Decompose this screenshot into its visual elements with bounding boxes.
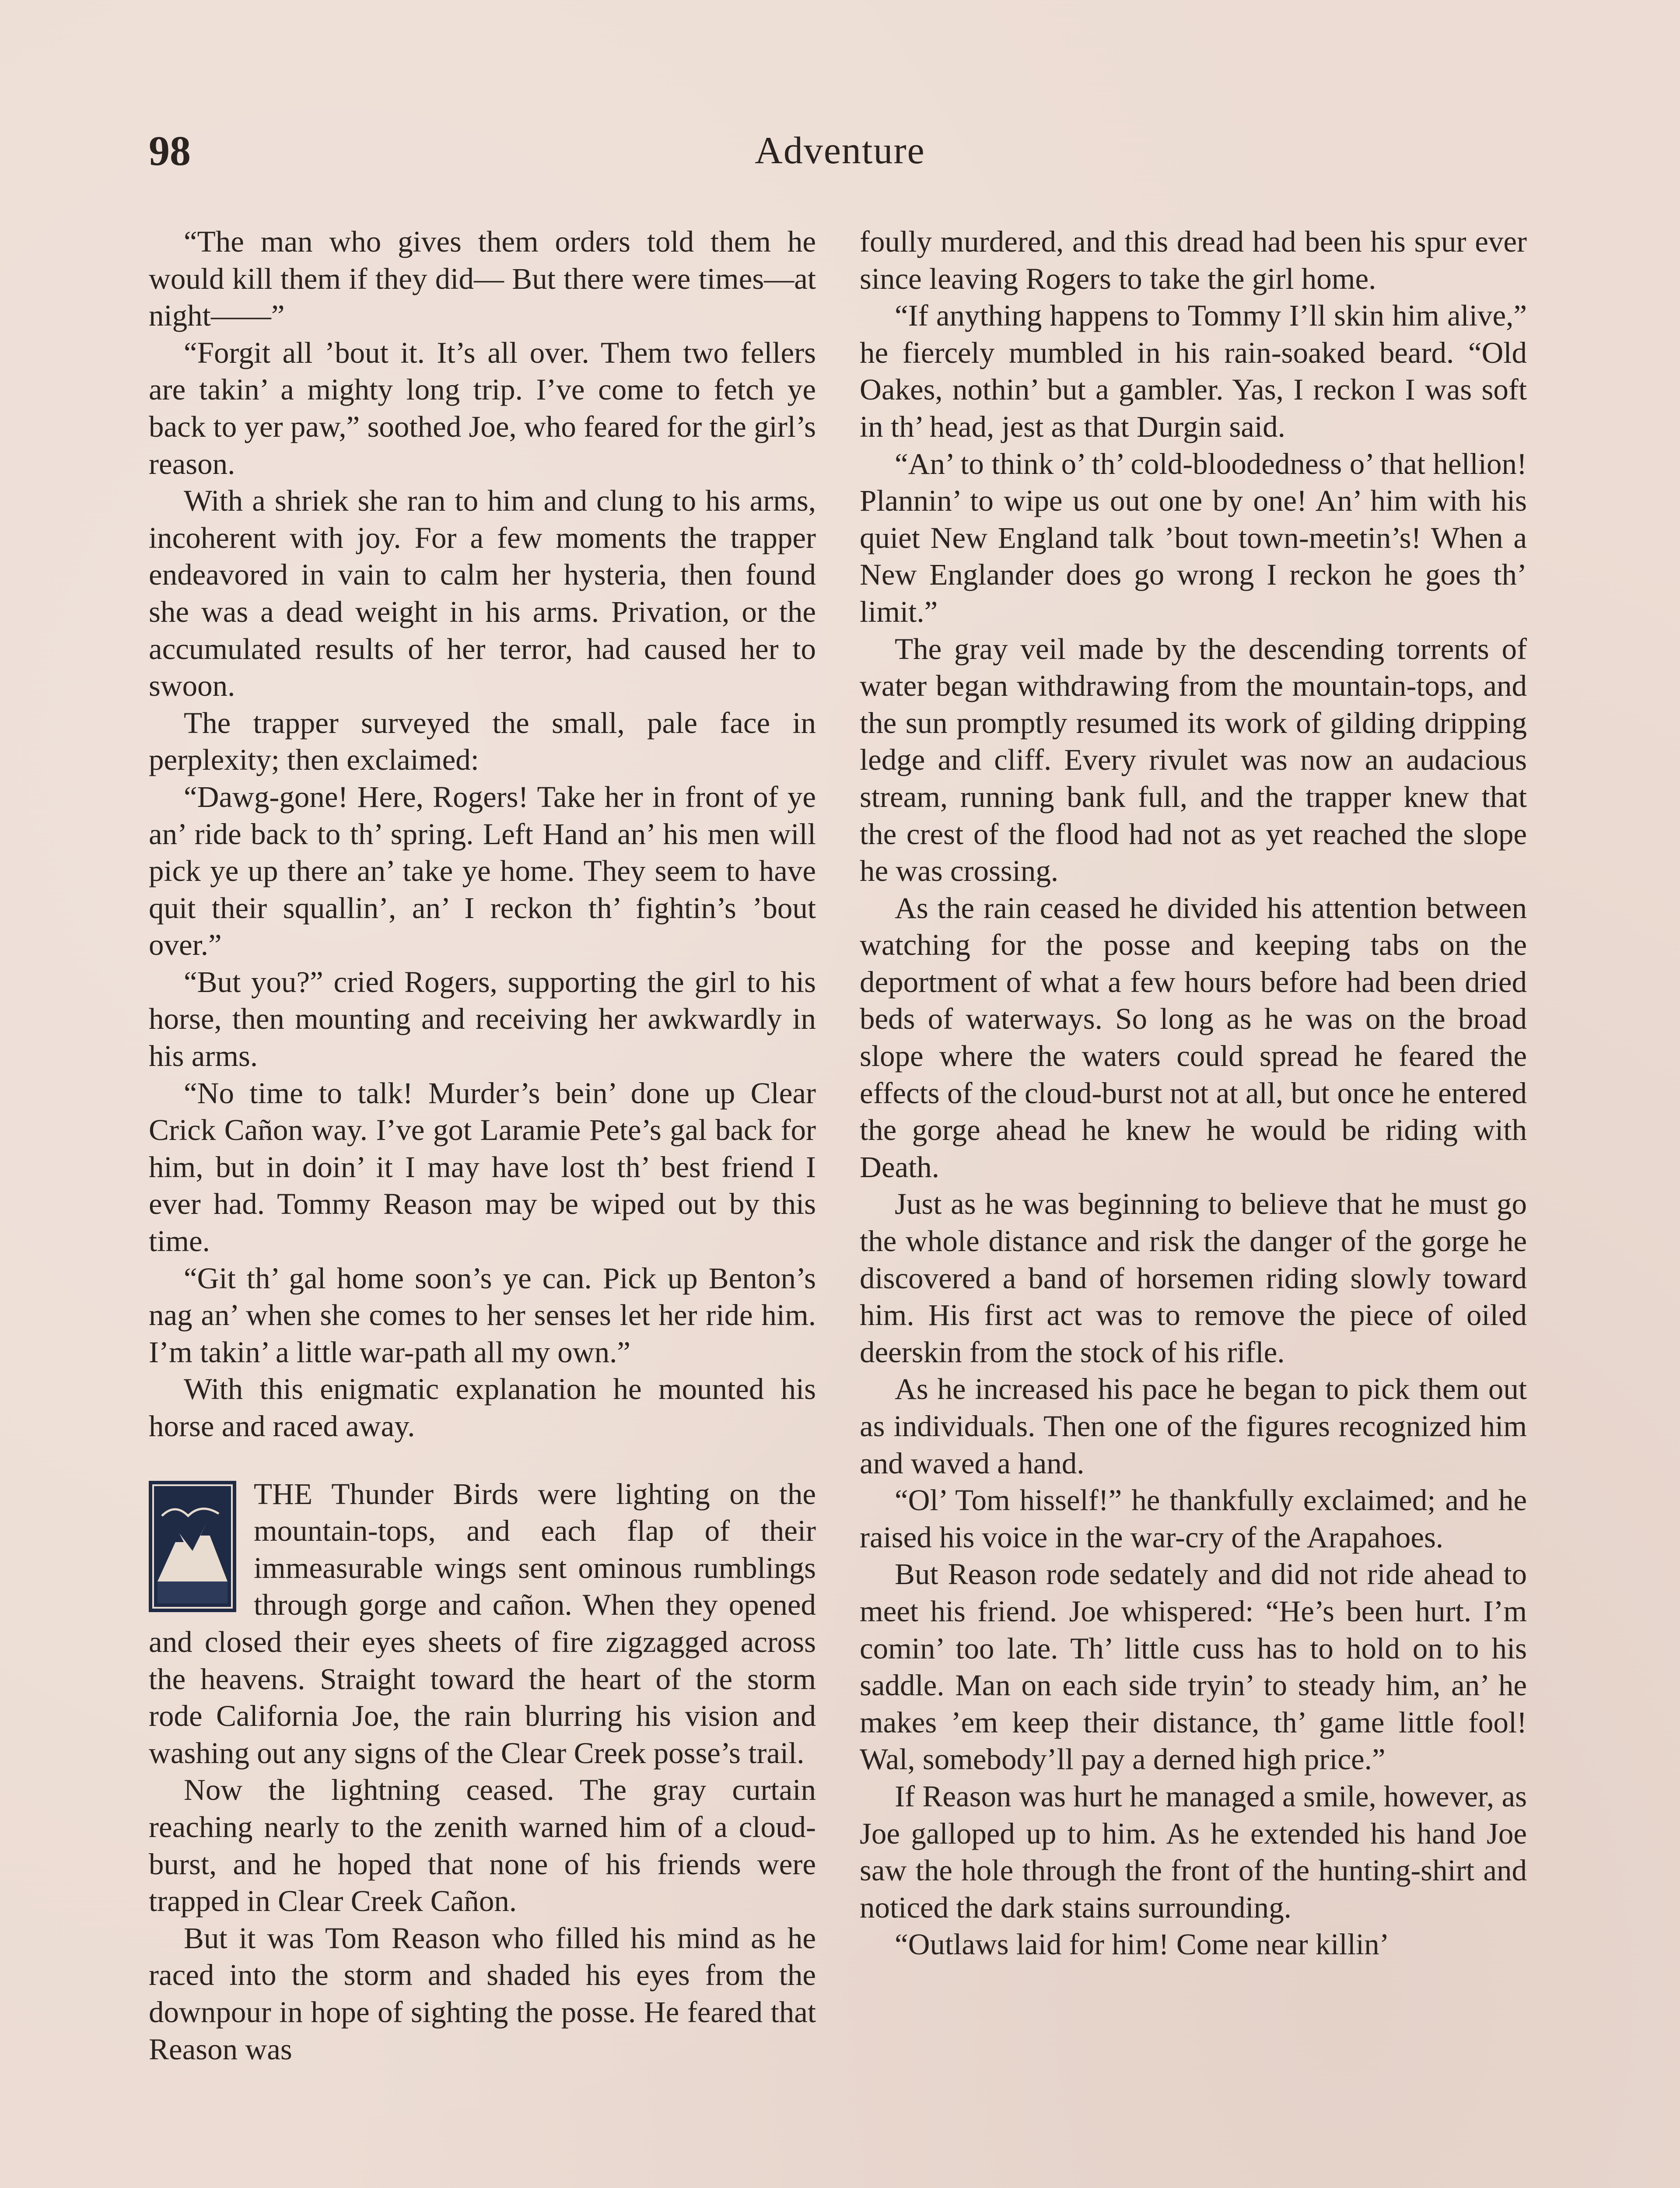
paragraph: “Outlaws laid for him! Come near killin’ <box>895 1928 1390 1961</box>
paragraph: Just as he was beginning to believe that he must go the whole distance and risk the danger of the gorge he discovered a band of horsemen riding slowly toward him. His first act was to remove the piece of oiled deerskin from the stock of his rifle. <box>860 1187 1527 1369</box>
paragraph: As he increased his pace he began to pick them out as individuals. Then one of the figures recognized him and waved a hand. <box>860 1372 1527 1480</box>
section-opening-text: THE Thunder Birds were lighting on the mountain-tops, and each flap of their immeasurable wings sent ominous rumblings through gorge and cañon. When they opened and closed their eyes sheets of fire zigzagged across the heavens. Straight toward the heart of the storm rode California Joe, the rain blurring his vision and washing out any signs of the Clear Creek posse’s trail. <box>149 1477 816 1770</box>
mountain-vignette-icon <box>149 1481 236 1612</box>
paragraph: “No time to talk! Murder’s bein’ done up Clear Crick Cañon way. I’ve got Laramie Pete’s gal back for him, but in doin’ it I may have lost th’ best friend I ever had. Tommy Reason may be wiped out by this time. <box>149 1076 816 1258</box>
paragraph: The trapper surveyed the small, pale face in perplexity; then exclaimed: <box>149 706 816 777</box>
paragraph: “But you?” cried Rogers, supporting the girl to his horse, then mounting and receiving her awkwardly in his arms. <box>149 965 816 1073</box>
paragraph-continuation: foully murdered, and this dread had been his spur ever since leaving Rogers to take the girl home. <box>860 225 1527 295</box>
section-opening <box>149 1476 816 1772</box>
paragraph: “Forgit all ’bout it. It’s all over. Them two fellers are takin’ a mighty long trip. I’ve come to fetch ye back to yer paw,” soothed Joe, who feared for the girl’s reason. <box>149 336 816 480</box>
paragraph: “Ol’ Tom hisself!” he thankfully exclaimed; and he raised his voice in the war-cry of the Arapahoes. <box>860 1483 1527 1554</box>
paragraph: If Reason was hurt he managed a smile, however, as Joe galloped up to him. As he extended his hand Joe saw the hole through the front of the hunting-shirt and noticed the dark stains surrounding. <box>860 1779 1527 1924</box>
paragraph: “An’ to think o’ th’ cold-bloodedness o’ that hellion! Plannin’ to wipe us out one by one! An’ him with his quiet New England talk ’bout town-meetin’s! When a New Englander does go wrong I reckon he goes th’ limit.” <box>860 447 1527 628</box>
paragraph: “If anything happens to Tommy I’ll skin him alive,” he fiercely mumbled in his rain-soaked beard. “Old Oakes, nothin’ but a gambler. Yas, I reckon I was soft in th’ head, jest as that Durgin said. <box>860 299 1527 443</box>
paragraph: “Dawg-gone! Here, Rogers! Take her in front of ye an’ ride back to th’ spring. Left Hand an’ his men will pick ye up there an’ take ye home. They seem to have quit their squallin’, an’ I reckon th’ fightin’s ’bout over.” <box>149 780 816 962</box>
paragraph: “Git th’ gal home soon’s ye can. Pick up Benton’s nag an’ when she comes to her senses let her ride him. I’m takin’ a little war-path all my own.” <box>149 1261 816 1369</box>
paragraph: Now the lightning ceased. The gray curtain reaching nearly to the zenith warned him of a cloud-burst, and he hoped that none of his friends were trapped in Clear Creek Cañon. <box>149 1773 816 1918</box>
mountain-vignette-graphic <box>149 1481 236 1612</box>
paragraph: But Reason rode sedately and did not ride ahead to meet his friend. Joe whispered: “He’s been hurt. I’m comin’ too late. Th’ little cuss has to hold on to his saddle. Man on each side tryin’ to steady him, an’ he makes ’em keep their distance, th’ game little fool! Wal, somebody’ll pay a derned high price.” <box>860 1557 1527 1776</box>
running-head: Adventure <box>755 130 925 172</box>
right-column <box>860 223 1527 1963</box>
paragraph: The gray veil made by the descending torrents of water began withdrawing from the mountain-tops, and the sun promptly resumed its work of gilding dripping ledge and cliff. Every rivulet was now an audacious stream, running bank full, and the trapper knew that the crest of the flood had not as yet reached the slope he was crossing. <box>860 632 1527 888</box>
paragraph: With this enigmatic explanation he mounted his horse and raced away. <box>149 1372 816 1443</box>
page-number: 98 <box>149 127 191 174</box>
paragraph: But it was Tom Reason who filled his mind as he raced into the storm and shaded his eyes from the downpour in hope of sighting the posse. He feared that Reason was <box>149 1921 816 2066</box>
left-column <box>149 223 816 2068</box>
page-header <box>149 127 1531 179</box>
paragraph: “The man who gives them orders told them he would kill them if they did— But there were times—at night——” <box>149 225 816 333</box>
paragraph: As the rain ceased he divided his attention between watching for the posse and keeping tabs on the deportment of what a few hours before had been dried beds of waterways. So long as he was on the broad slope where the waters could spread he feared the effects of the cloud-burst not at all, but once he entered the gorge ahead he knew he would be riding with Death. <box>860 891 1527 1184</box>
paragraph: With a shriek she ran to him and clung to his arms, incoherent with joy. For a few moments the trapper endeavored in vain to calm her hysteria, then found she was a dead weight in his arms. Privation, or the accumulated results of her terror, had caused her to swoon. <box>149 484 816 703</box>
